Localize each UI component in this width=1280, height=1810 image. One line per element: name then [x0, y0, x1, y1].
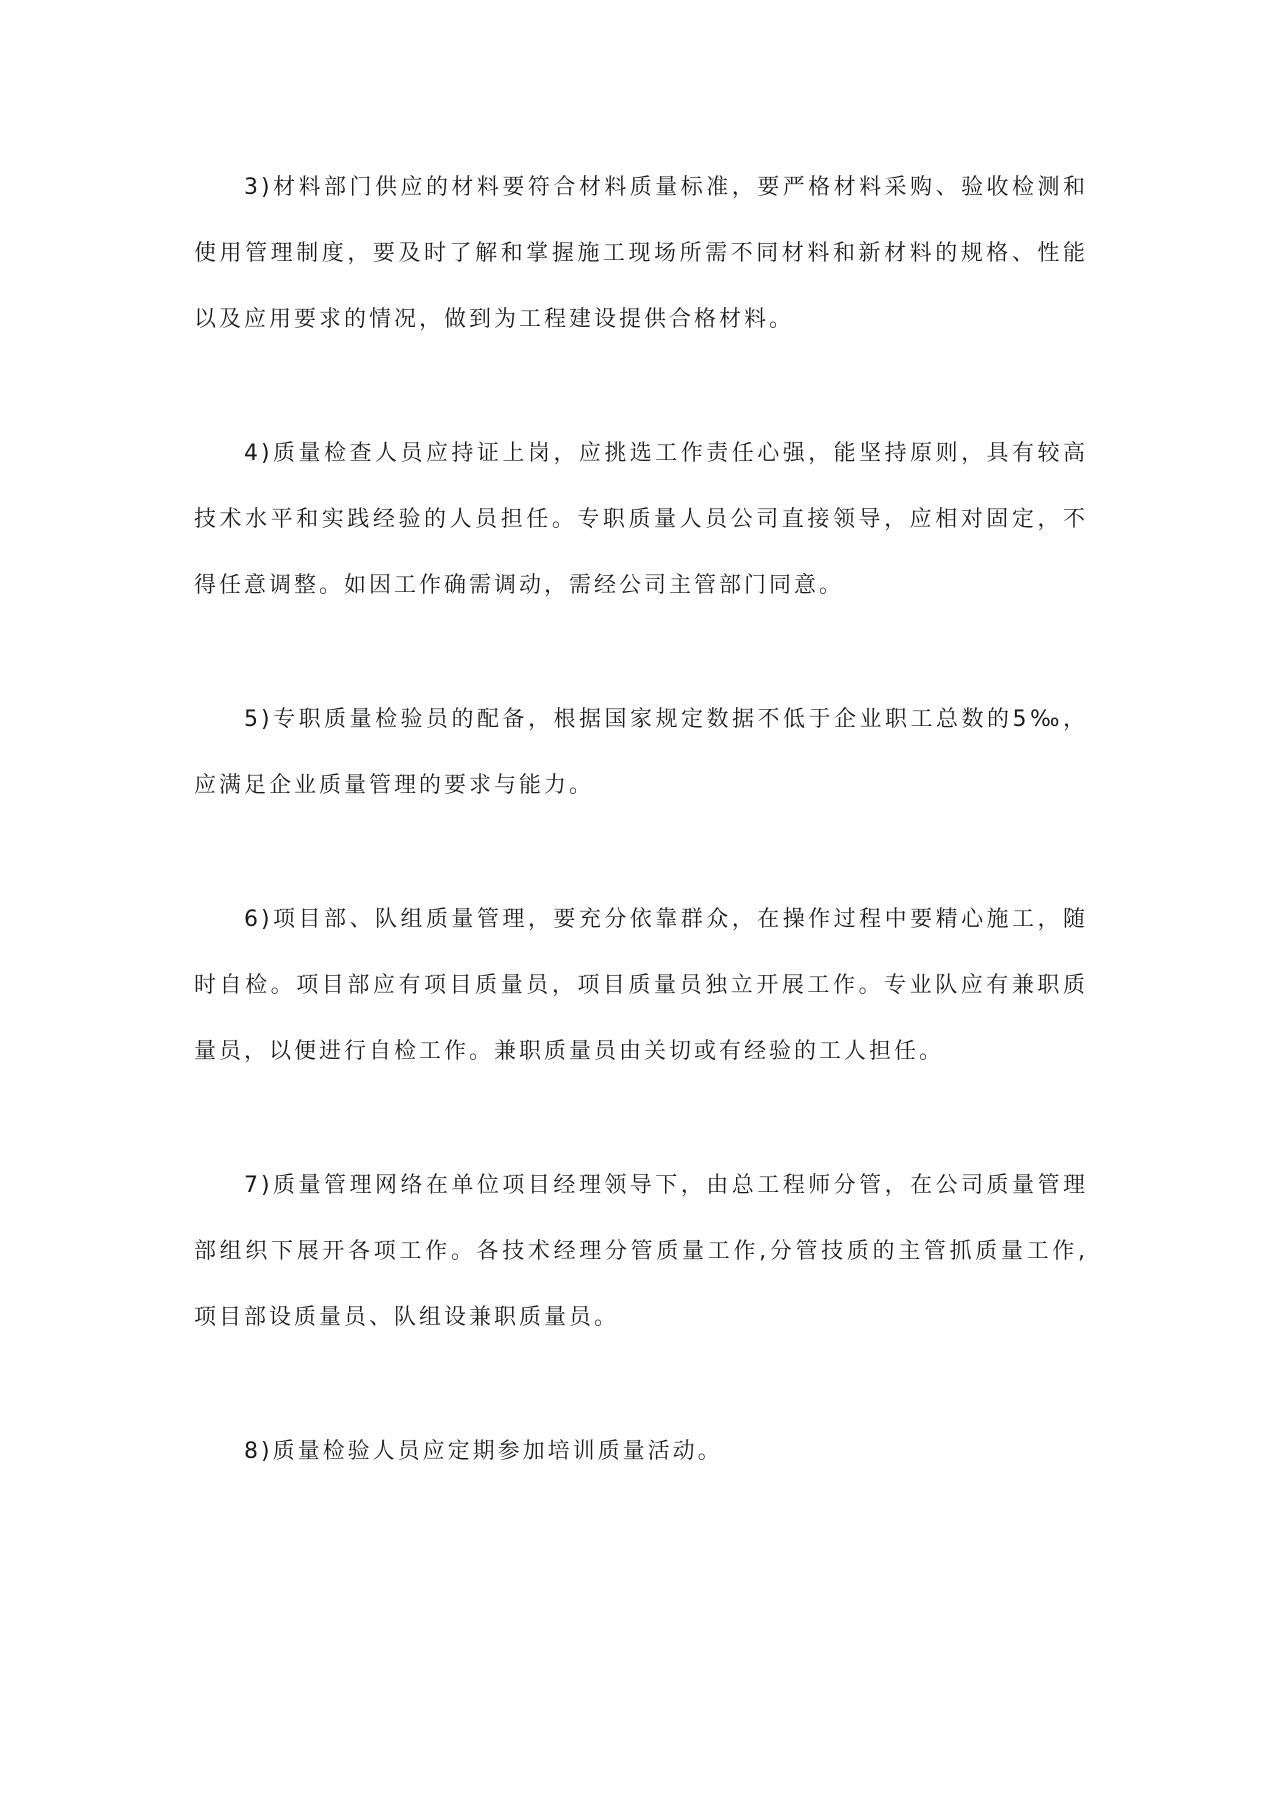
paragraph-8-training: 8)质量检验人员应定期参加培训质量活动。 — [244, 1439, 723, 1464]
paragraph-6-project-team-quality: 6)项目部、队组质量管理，要充分依靠群众，在操作过程中要精心施工，随时自检。项目部应有项目质量员，项目质量员独立开展工作。专业队应有兼职质量员，以便进行自检工作。兼职质量员由关切或有经验的工人担任。 — [194, 907, 1088, 1064]
paragraph-4-quality-inspectors: 4)质量检查人员应持证上岗，应挑选工作责任心强，能坚持原则，具有较高技术水平和实践经验的人员担任。专职质量人员公司直接领导，应相对固定，不得任意调整。如因工作确需调动，需经公司主管部门同意。 — [194, 441, 1088, 598]
paragraph-3-material-supply: 3)材料部门供应的材料要符合材料质量标准，要严格材料采购、验收检测和使用管理制度，要及时了解和掌握施工现场所需不同材料和新材料的规格、性能以及应用要求的情况，做到为工程建设提供合格材料。 — [194, 175, 1088, 332]
paragraph-5-inspector-staffing: 5)专职质量检验员的配备，根据国家规定数据不低于企业职工总数的5‰，应满足企业质量管理的要求与能力。 — [194, 707, 1088, 798]
paragraph-7-quality-network: 7)质量管理网络在单位项目经理领导下，由总工程师分管，在公司质量管理部组织下展开各项工作。各技术经理分管质量工作,分管技质的主管抓质量工作,项目部设质量员、队组设兼职质量员。 — [194, 1173, 1088, 1330]
